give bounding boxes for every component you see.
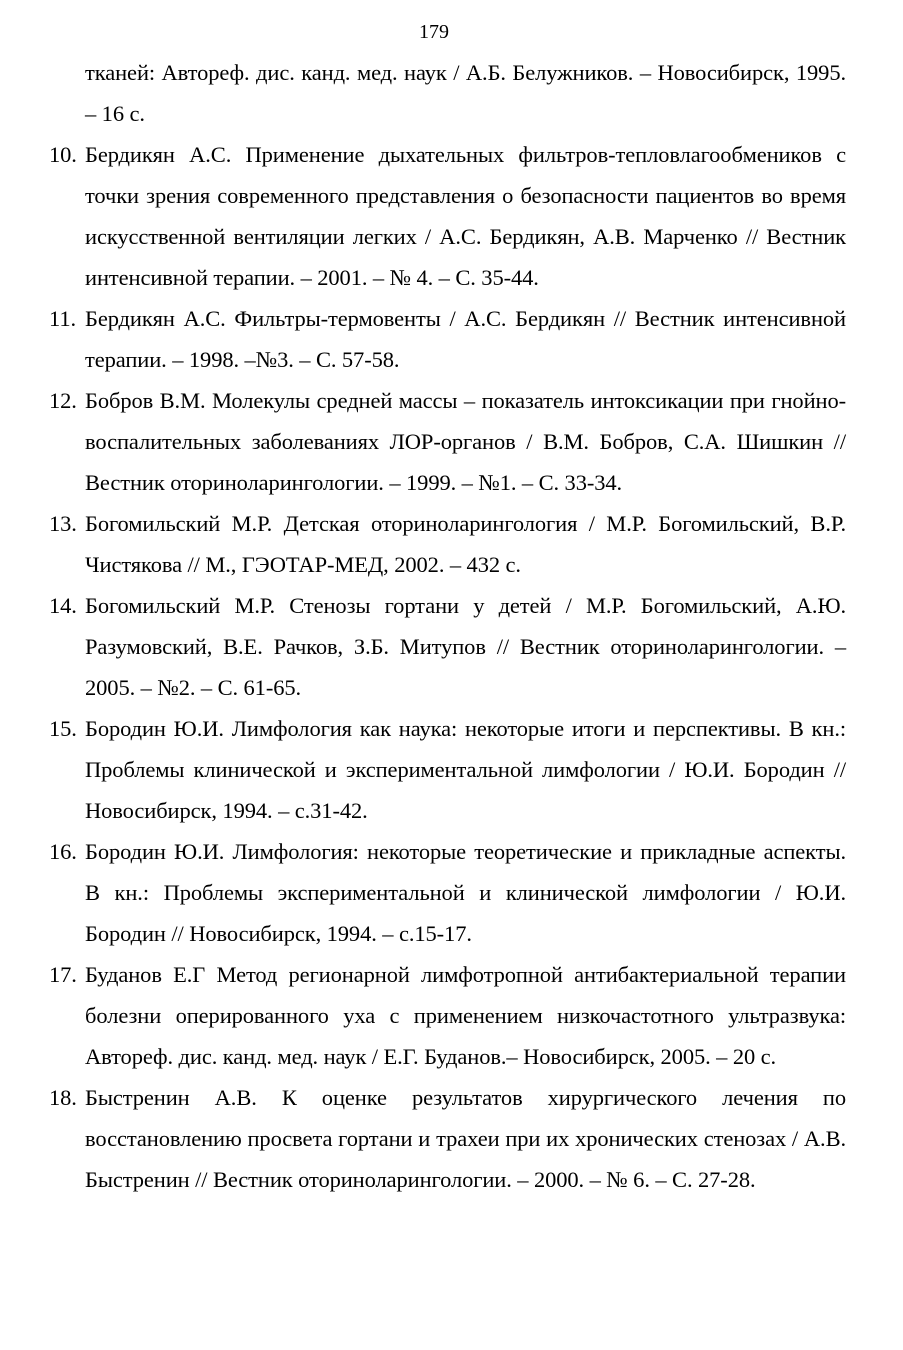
reference-number: 15. [49,716,77,741]
reference-item [49,503,846,585]
reference-item [49,1077,846,1200]
reference-item [49,831,846,954]
reference-item [49,380,846,503]
reference-number: 14. [49,593,77,618]
reference-item [85,52,846,134]
reference-text: Богомильский М.Р. Стенозы гортани у детей / М.Р. Богомильский, А.Ю. Разумовский, В.Е. Рачков, З.Б. Митупов // Вестник оториноларингологии. – 2005. – №2. – С. 61-65. [85,593,846,700]
reference-text: Бердикян А.С. Фильтры-термовенты / А.С. Бердикян // Вестник интенсивной терапии. – 1998. –№3. – С. 57-58. [85,306,846,372]
reference-text: Быстренин А.В. К оценке результатов хирургического лечения по восстановлению просвета гортани и трахеи при их хронических стенозах / А.В. Быстренин // Вестник оториноларингологии. – 2000. – № 6. – С. 27-28. [85,1085,846,1192]
reference-text: Бородин Ю.И. Лимфология как наука: некоторые итоги и перспективы. В кн.: Проблемы клинической и экспериментальной лимфологии / Ю.И. Бородин // Новосибирск, 1994. – с.31-42. [85,716,846,823]
reference-text: Бородин Ю.И. Лимфология: некоторые теоретические и прикладные аспекты. В кн.: Проблемы экспериментальной и клинической лимфологии / Ю.И. Бородин // Новосибирск, 1994. – с.15-17. [85,839,846,946]
reference-text: Богомильский М.Р. Детская оториноларингология / М.Р. Богомильский, В.Р. Чистякова // М., ГЭОТАР-МЕД, 2002. – 432 с. [85,511,846,577]
page-number: 179 [419,21,449,43]
reference-item [49,298,846,380]
reference-item [49,954,846,1077]
reference-text: Бердикян А.С. Применение дыхательных фильтров-тепловлагообмеников с точки зрения современного представления о безопасности пациентов во время искусственной вентиляции легких / А.С. Бердикян, А.В. Марченко // Вестник интенсивной терапии. – 2001. – № 4. – С. 35-44. [85,142,846,290]
reference-number: 16. [49,839,77,864]
reference-number: 10. [49,142,77,167]
reference-item [49,134,846,298]
reference-item [49,708,846,831]
reference-text: Бобров В.М. Молекулы средней массы – показатель интоксикации при гнойно-воспалительных заболеваниях ЛОР-органов / В.М. Бобров, С.А. Шишкин // Вестник оториноларингологии. – 1999. – №1. – С. 33-34. [85,388,846,495]
reference-item [49,585,846,708]
reference-text: Буданов Е.Г Метод регионарной лимфотропной антибактериальной терапии болезни оперированного уха с применением низкочастотного ультразвука: Автореф. дис. канд. мед. наук / Е.Г. Буданов.– Новосибирск, 2005. – 20 с. [85,962,846,1069]
reference-number: 11. [49,306,76,331]
reference-number: 18. [49,1085,77,1110]
reference-number: 12. [49,388,77,413]
reference-text: тканей: Автореф. дис. канд. мед. наук / А.Б. Белужников. – Новосибирск, 1995. – 16 с. [85,60,846,126]
reference-number: 13. [49,511,77,536]
reference-list [49,52,846,1200]
reference-number: 17. [49,962,77,987]
